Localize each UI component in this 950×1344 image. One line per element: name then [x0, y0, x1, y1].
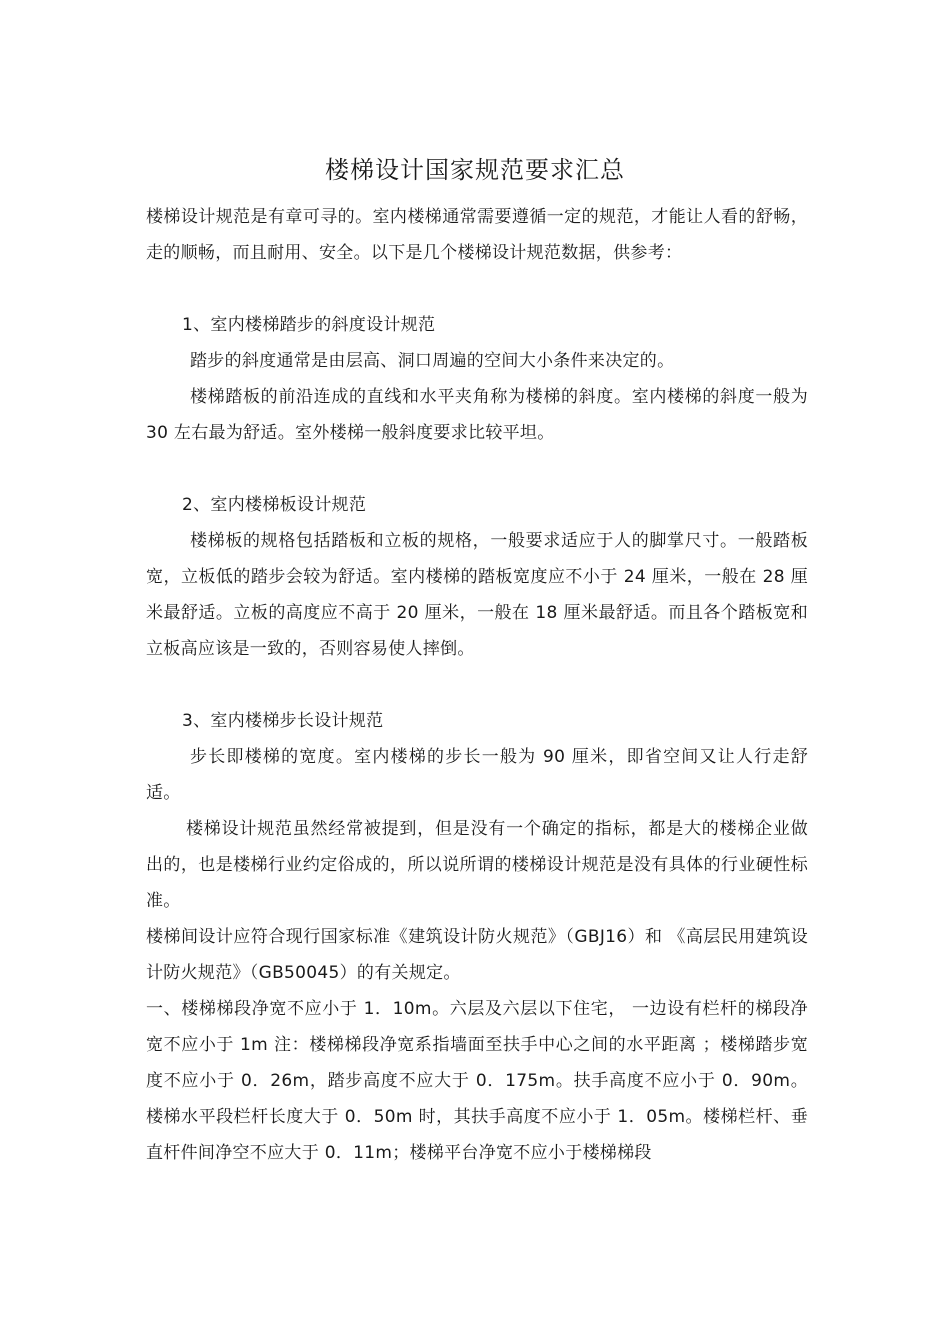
section-2-heading: 2、室内楼梯板设计规范 — [182, 495, 367, 515]
document-body — [146, 199, 808, 1171]
rule-1-paragraph: 一、楼梯梯段净宽不应小于 1．10m。六层及六层以下住宅， 一边设有栏杆的梯段净宽不应小于 1m 注：楼梯梯段净宽系指墙面至扶手中心之间的水平距离 ；楼梯踏步宽度不应小于 0．26m，踏步高度不应大于 0．175m。扶手高度不应小于 0．90m。楼梯水平段栏杆长度大于 0．50m 时，其扶手高度不应小于 1．05m。楼梯栏杆、垂直杆件间净空不应大于 0．11m；楼梯平台净宽不应小于楼梯梯段 — [146, 999, 808, 1163]
section-3-heading: 3、室内楼梯步长设计规范 — [182, 711, 384, 731]
section-3-paragraph-2: 楼梯设计规范虽然经常被提到，但是没有一个确定的指标，都是大的楼梯企业做出的，也是楼梯行业约定俗成的，所以说所谓的楼梯设计规范是没有具体的行业硬性标准。 — [146, 819, 808, 911]
section-3-paragraph-1: 步长即楼梯的宽度。室内楼梯的步长一般为 90 厘米，即省空间又让人行走舒适。 — [146, 747, 808, 803]
section-1-paragraph-1: 踏步的斜度通常是由层高、洞口周遍的空间大小条件来决定的。 — [190, 351, 675, 371]
intro-paragraph: 楼梯设计规范是有章可寻的。室内楼梯通常需要遵循一定的规范，才能让人看的舒畅，走的顺畅，而且耐用、安全。以下是几个楼梯设计规范数据，供参考： — [146, 207, 808, 263]
section-1-paragraph-2: 楼梯踏板的前沿连成的直线和水平夹角称为楼梯的斜度。室内楼梯的斜度一般为 30 左右最为舒适。室外楼梯一般斜度要求比较平坦。 — [146, 387, 808, 443]
section-1-heading: 1、室内楼梯踏步的斜度设计规范 — [182, 315, 436, 335]
standards-paragraph: 楼梯间设计应符合现行国家标准《建筑设计防火规范》（GBJ16）和 《高层民用建筑设计防火规范》（GB50045）的有关规定。 — [146, 927, 808, 983]
section-2-paragraph-1: 楼梯板的规格包括踏板和立板的规格，一般要求适应于人的脚掌尺寸。一般踏板宽，立板低的踏步会较为舒适。室内楼梯的踏板宽度应不小于 24 厘米，一般在 28 厘米最舒适。立板的高度应不高于 20 厘米，一般在 18 厘米最舒适。而且各个踏板宽和立板高应该是一致的，否则容易使人摔倒。 — [146, 531, 808, 659]
page-title: 楼梯设计国家规范要求汇总 — [325, 156, 625, 184]
